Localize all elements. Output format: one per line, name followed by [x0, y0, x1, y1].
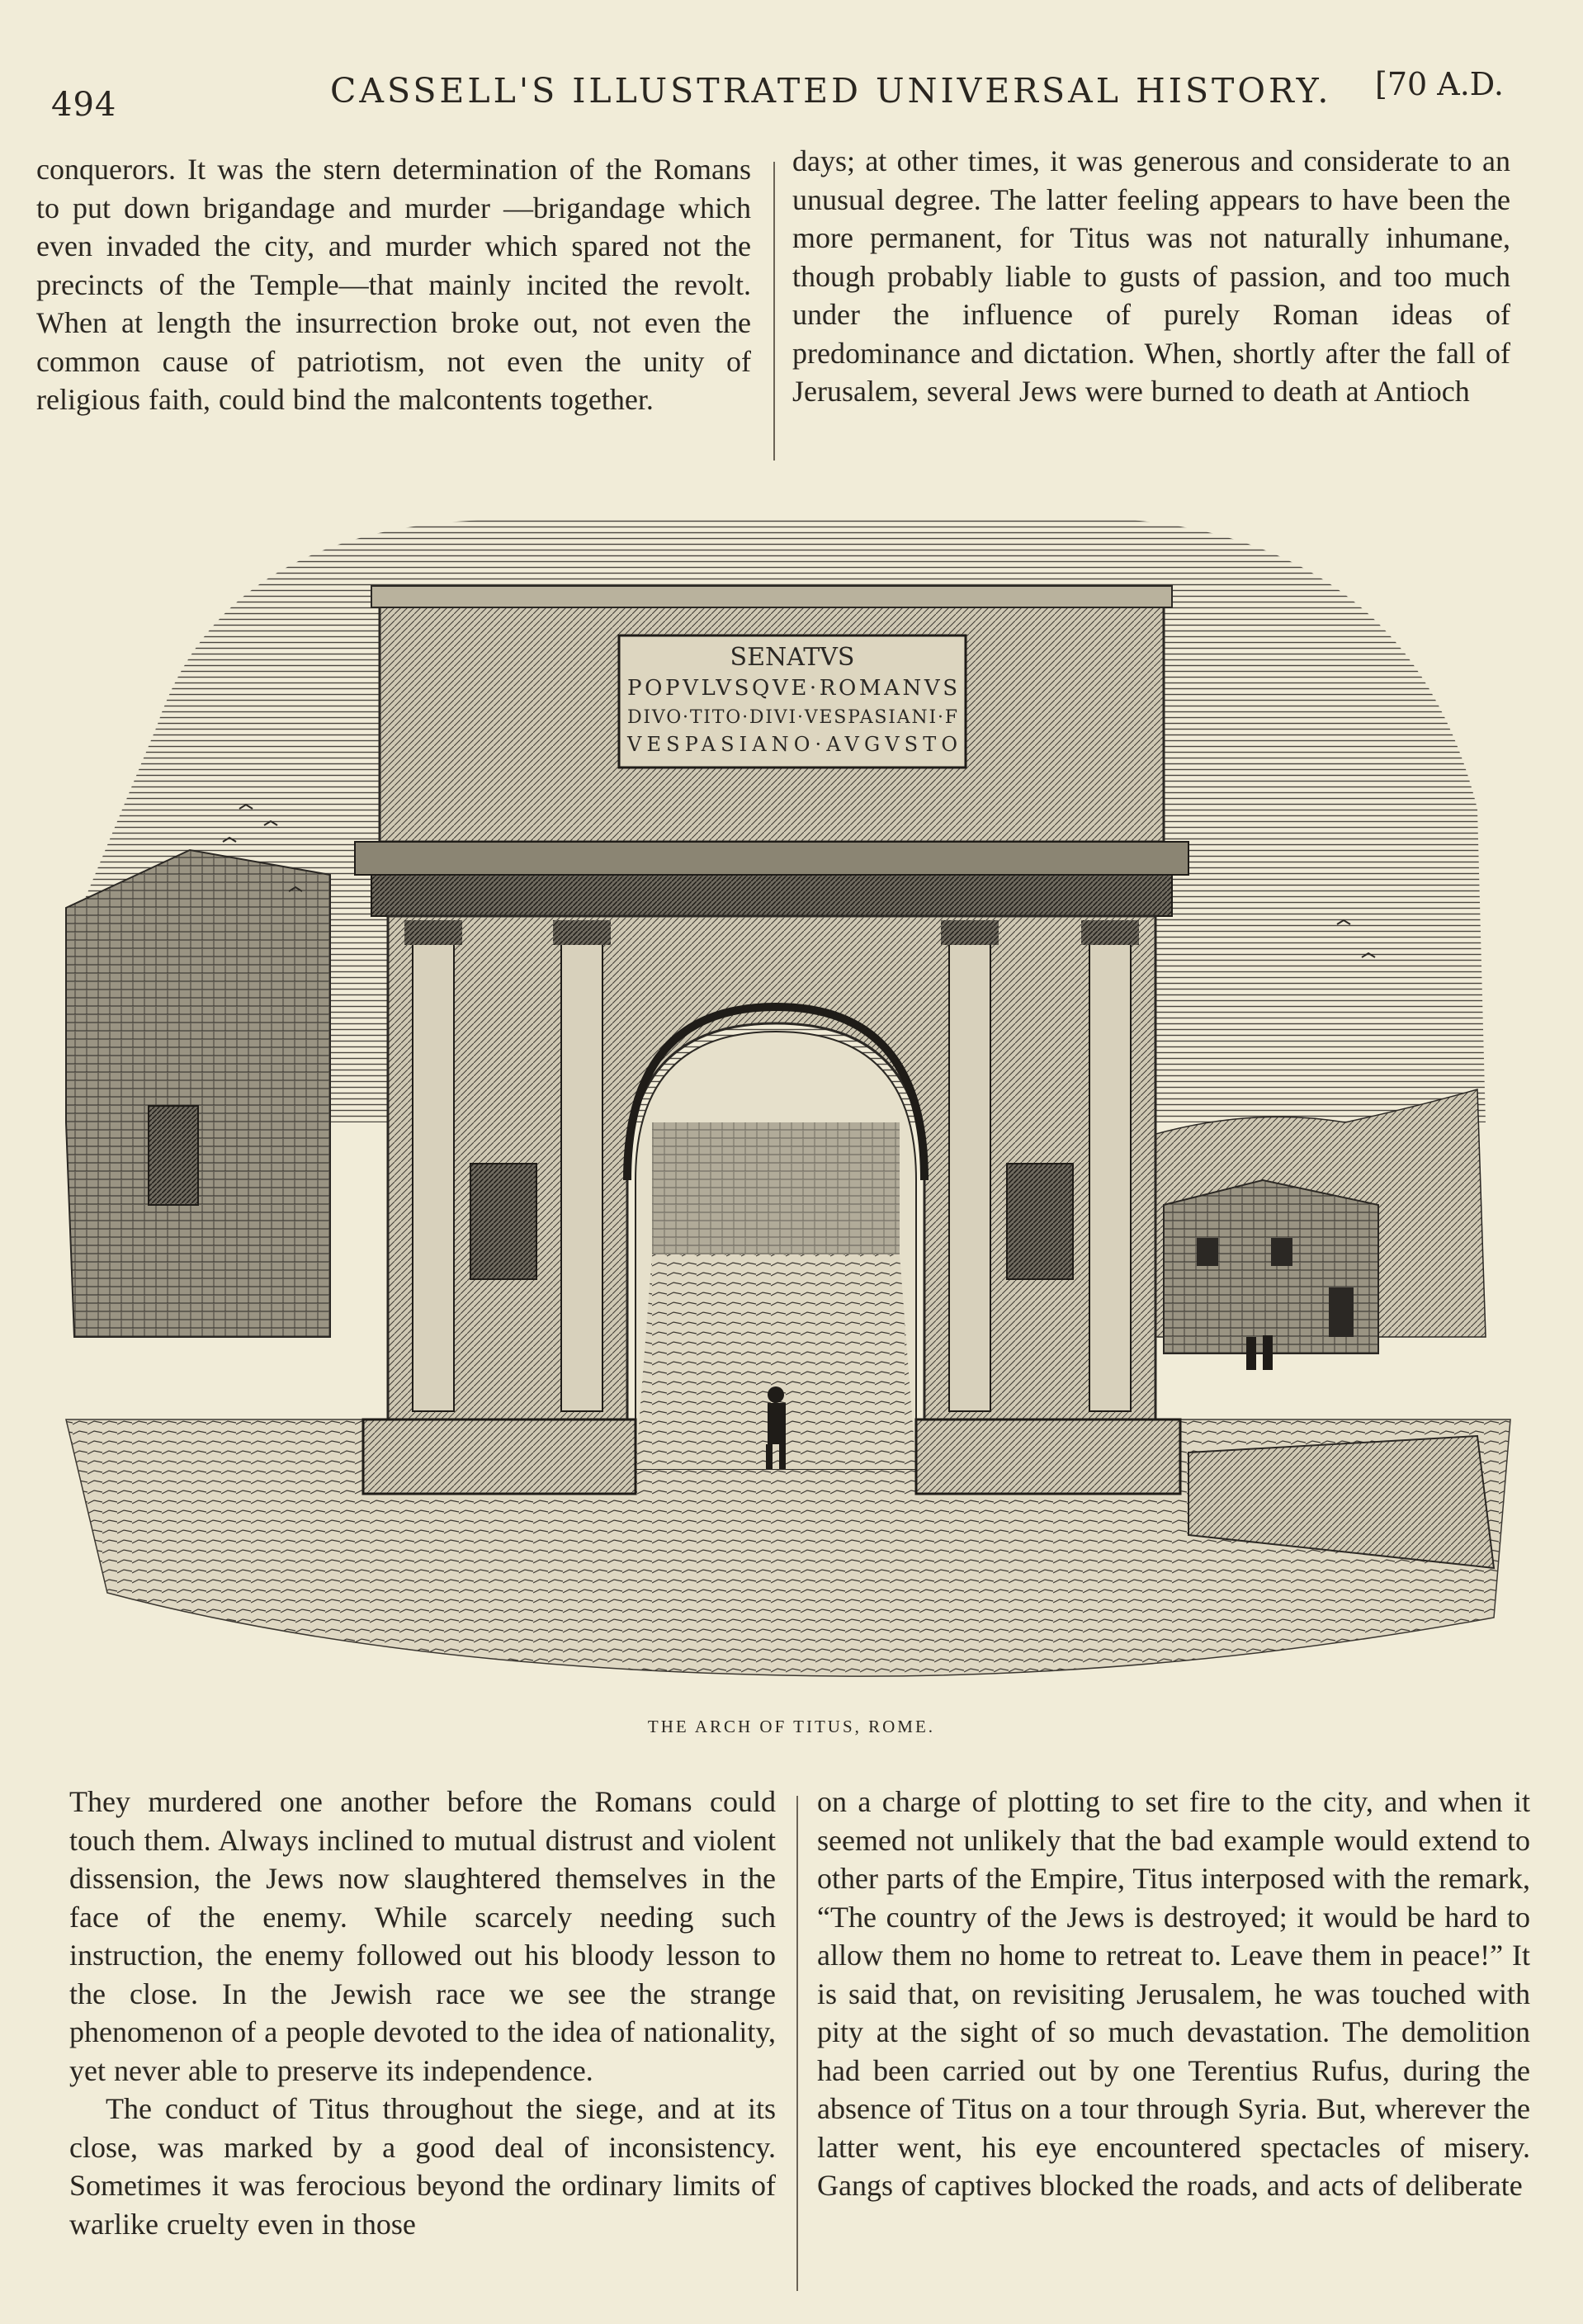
page-number: 494 [51, 86, 117, 124]
inscription-line-3: DIVO·TITO·DIVI·VESPASIANI·F [627, 707, 957, 728]
inscription-line-2: POPVLVSQVE·ROMANVS [627, 676, 957, 701]
figure-caption: THE ARCH OF TITUS, ROME. [647, 1717, 936, 1736]
grated-window [149, 1106, 198, 1205]
inscription-line-1: SENATVS [730, 643, 855, 672]
bottom-right-paragraph: on a charge of plotting to set fire to the city, and when it seemed not unlikely that the bad example would extend to other parts of the Empire, Titus interposed with the remark, “The country of the Jews is destroyed; it would be hard to allow them no home to retreat to. Leave them in peace!” It is said that, on revisiting Jerusalem, he was touched with pity at the sight of so much devastation. The demolition had been carried out by one Terentius Rufus, during the absence of Titus on a tour through Syria. But, wherever the latter went, his eye encountered spectacles of misery. Gangs of captives blocked the roads, and acts of deliberate [817, 1785, 1530, 2202]
top-left-column [36, 150, 751, 419]
inscription-line-4: VESPASIANO·AVGVSTO [627, 733, 957, 756]
left-building [66, 850, 330, 1337]
top-right-paragraph: days; at other times, it was generous and considerate to an unusual degree. The latter feeling appears to have been the more permanent, for Titus was not naturally inhumane, though probably liable to gusts of passion, and too much under the influence of purely Roman ideas of predominance and dictation. When, shortly after the fall of Jerusalem, several Jews were burned to death at Antioch [792, 144, 1510, 408]
running-header [0, 66, 1583, 132]
bottom-left-column [69, 1783, 776, 2243]
date-marker: [70 A.D. [1375, 66, 1504, 102]
top-left-paragraph: conquerors. It was the stern determination of the Romans to put down brigandage and murder —brigandage which even invaded the city, and murder which spared not the precincts of the Temple—that mainly incited the revolt. When at length the insurrection broke out, not even the common cause of patriotism, not even the unity of religious faith, could bind the malcontents together. [36, 153, 751, 416]
column-divider-top [773, 162, 775, 461]
column-divider-bottom [796, 1796, 798, 2291]
arch-of-titus-engraving [58, 495, 1527, 1692]
column [949, 933, 990, 1411]
bottom-right-column [817, 1783, 1530, 2205]
column [561, 933, 602, 1411]
running-title: CASSELL'S ILLUSTRATED UNIVERSAL HISTORY. [330, 71, 1332, 111]
bottom-left-paragraph-1: They murdered one another before the Romans could touch them. Always inclined to mutual distrust and violent dissension, the Jews now slaughtered themselves in the face of the enemy. While scarcely needing such instruction, the enemy followed out his bloody lesson to the close. In the Jewish race we see the strange phenomenon of a people devoted to the idea of nationality, yet never able to preserve its independence. [69, 1785, 776, 2087]
column [413, 933, 454, 1411]
arch-structure [355, 586, 1188, 1494]
bottom-left-paragraph-2: The conduct of Titus throughout the siege, and at its close, was marked by a good deal of inconsistency. Sometimes it was ferocious beyond the ordinary limits of warlike cruelty even in those [69, 2092, 776, 2241]
column [1089, 933, 1131, 1411]
top-right-column [792, 142, 1510, 411]
